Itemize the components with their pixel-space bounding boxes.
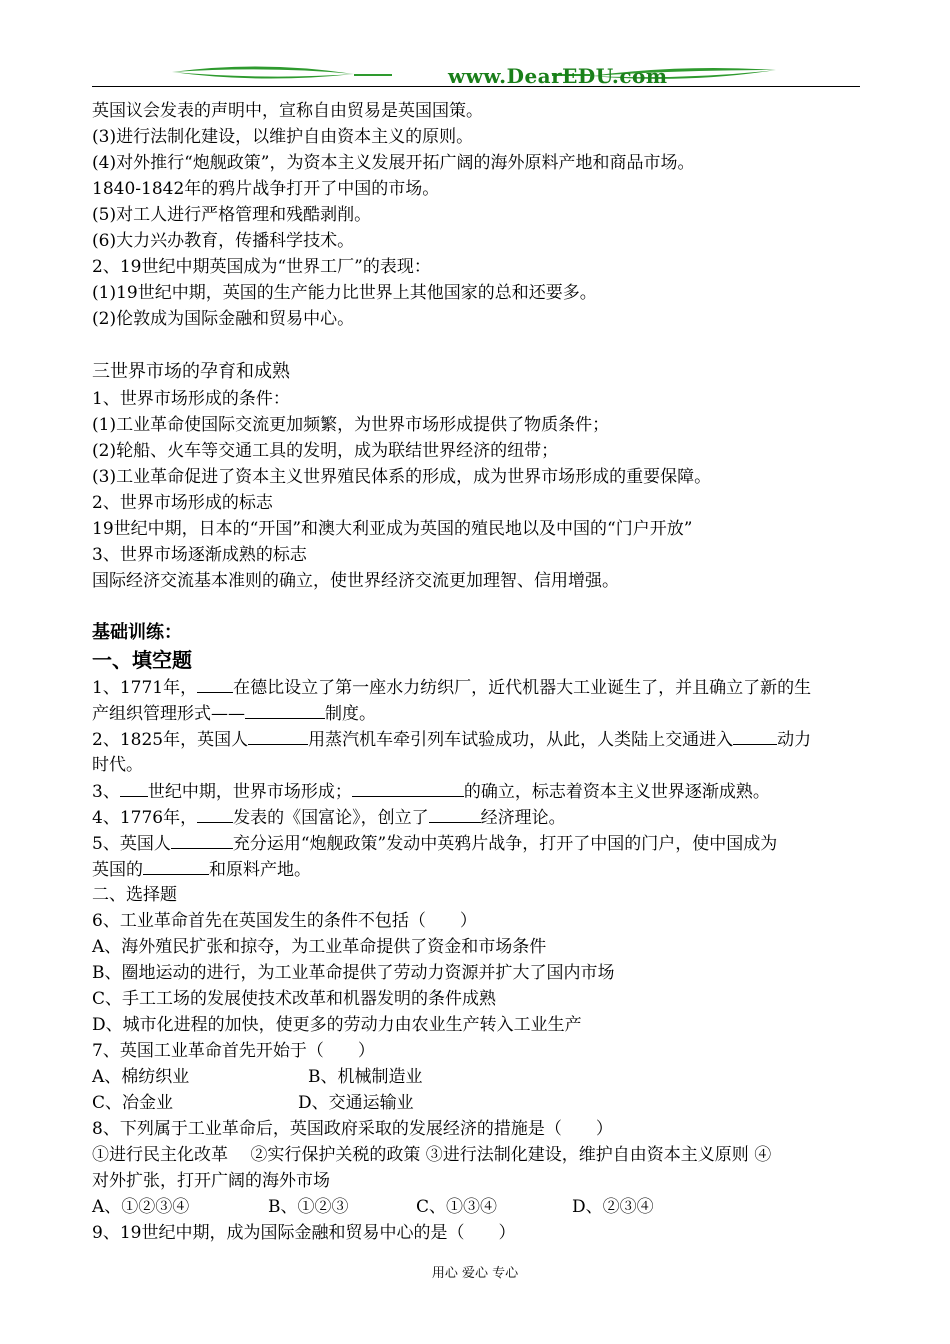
answer-blank[interactable] [248,726,308,745]
option-b[interactable]: B、①②③ [268,1197,349,1217]
answer-blank[interactable] [197,674,233,693]
question-text: 经济理论。 [480,808,566,828]
text-line: (3)工业革命促进了资本主义世界殖民体系的形成，成为世界市场形成的重要保障。 [92,467,712,487]
answer-blank[interactable] [352,778,464,797]
question-text: 3、 [92,782,120,802]
question-8-stem: 8、下列属于工业革命后，英国政府采取的发展经济的措施是（ ） [92,1119,613,1139]
text-line: (1)19世纪中期，英国的生产能力比世界上其他国家的总和还要多。 [92,283,597,303]
question-text: 英国的 [92,860,143,880]
text-line: (5)对工人进行严格管理和残酷剥削。 [92,205,372,225]
text-line: (6)大力兴办教育，传播科学技术。 [92,231,355,251]
text-line: (3)进行法制化建设，以维护自由资本主义的原则。 [92,127,474,147]
question-text: 动力 [777,730,812,750]
option-b[interactable]: B、圈地运动的进行，为工业革命提供了劳动力资源并扩大了国内市场 [92,963,615,983]
question-text: 用蒸汽机车牵引列车试验成功，从此，人类陆上交通进入 [308,730,734,750]
option-a[interactable]: A、①②③④ [92,1197,190,1217]
training-title: 基础训练： [92,622,182,643]
question-text: 在德比设立了第一座水力纺织厂，近代机器大工业诞生了，并且确立了新的生 [233,678,812,698]
text-line: (4)对外推行“炮舰政策”，为资本主义发展开拓广阔的海外原料产地和商品市场。 [92,153,695,173]
fill-in-title: 一、填空题 [92,648,192,672]
text-line: (1)工业革命使国际交流更加频繁，为世界市场形成提供了物质条件； [92,415,610,435]
text-line: 国际经济交流基本准则的确立，使世界经济交流更加理智、信用增强。 [92,571,619,591]
options-row [92,1090,864,1116]
choice-title: 二、选择题 [92,885,177,905]
text-line: (2)轮船、火车等交通工具的发明，成为联结世界经济的纽带； [92,441,559,461]
options-row [92,1064,864,1090]
question-9-stem: 9、19世纪中期，成为国际金融和贸易中心的是（ ） [92,1223,516,1243]
options-row [92,1194,864,1220]
option-d[interactable]: D、城市化进程的加快，使更多的劳动力由农业生产转入工业生产 [92,1015,582,1035]
question-2-line-1 [92,726,864,752]
question-text: 制度。 [325,704,376,724]
answer-blank[interactable] [120,778,148,797]
question-5-line-1 [92,830,864,856]
answer-blank[interactable] [733,726,777,745]
option-a[interactable]: A、棉纺织业 [92,1067,190,1087]
answer-blank[interactable] [197,804,233,823]
site-name[interactable]: www.DearEDU.com [448,64,668,88]
question-6-stem: 6、工业革命首先在英国发生的条件不包括（ ） [92,911,477,931]
answer-blank[interactable] [429,804,481,823]
question-text: 2、1825年，英国人 [92,730,249,750]
option-c[interactable]: C、手工工场的发展使技术改革和机器发明的条件成熟 [92,989,497,1009]
option-c[interactable]: C、冶金业 [92,1093,174,1113]
document-body [92,98,864,1246]
question-text: 5、英国人 [92,834,171,854]
question-8-items: 对外扩张，打开广阔的海外市场 [92,1171,330,1191]
text-line: 3、世界市场逐渐成熟的标志 [92,545,307,565]
page-footer: 用心 爱心 专心 [431,1266,519,1281]
question-text: 1、1771年， [92,678,198,698]
option-a[interactable]: A、海外殖民扩张和掠夺，为工业革命提供了资金和市场条件 [92,937,547,957]
text-line: (2)伦敦成为国际金融和贸易中心。 [92,309,355,329]
option-d[interactable]: D、②③④ [572,1197,654,1217]
question-3-line [92,778,864,804]
text-line: 1、世界市场形成的条件： [92,389,290,409]
question-8-items: ①进行民主化改革 ②实行保护关税的政策 ③进行法制化建设，维护自由资本主义原则 ④ [92,1145,772,1165]
question-2-line-2: 时代。 [92,755,143,775]
question-text: 发表的《国富论》，创立了 [233,808,429,828]
text-line: 英国议会发表的声明中，宣称自由贸易是英国国策。 [92,101,483,121]
question-1-line-1 [92,674,864,700]
question-text: 世纪中期，世界市场形成； [147,782,352,802]
section-title: 三世界市场的孕育和成熟 [92,361,290,382]
question-7-stem: 7、英国工业革命首先开始于（ ） [92,1041,375,1061]
question-text: 4、1776年， [92,808,198,828]
question-4-line [92,804,864,830]
text-line: 19世纪中期，日本的“开国”和澳大利亚成为英国的殖民地以及中国的“门户开放” [92,519,693,539]
question-text: 的确立，标志着资本主义世界逐渐成熟。 [463,782,770,802]
question-text: 产组织管理形式—— [92,704,245,724]
text-line: 1840-1842年的鸦片战争打开了中国的市场。 [92,179,440,199]
option-b[interactable]: B、机械制造业 [308,1067,423,1087]
text-line: 2、19世纪中期英国成为“世界工厂”的表现： [92,257,431,277]
answer-blank[interactable] [245,700,325,719]
answer-blank[interactable] [143,856,209,875]
question-1-line-2 [92,700,864,726]
answer-blank[interactable] [171,830,233,849]
header-rule [92,86,860,87]
option-d[interactable]: D、交通运输业 [298,1093,414,1113]
text-line: 2、世界市场形成的标志 [92,493,273,513]
option-c[interactable]: C、①③④ [416,1197,498,1217]
question-5-line-2 [92,856,864,882]
question-text: 和原料产地。 [209,860,311,880]
question-text: 充分运用“炮舰政策”发动中英鸦片战争，打开了中国的门户，使中国成为 [232,834,778,854]
